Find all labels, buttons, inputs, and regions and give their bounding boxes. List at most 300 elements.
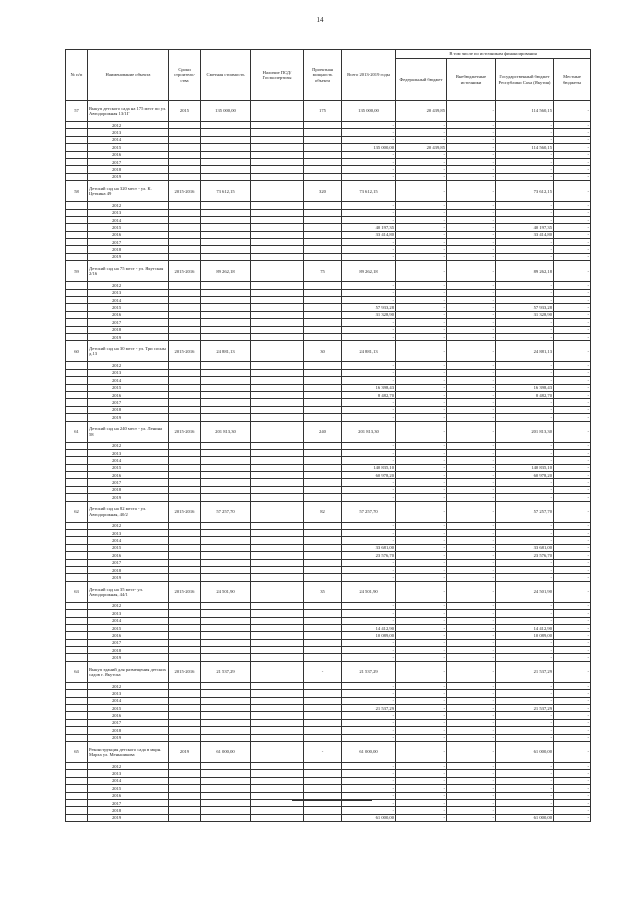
year-total: 23 576,70 — [342, 552, 396, 559]
year-republic: - — [496, 712, 554, 719]
year-empty-cell — [169, 151, 201, 158]
year-empty-cell — [304, 202, 342, 209]
year-total: - — [342, 654, 396, 661]
year-local: - — [554, 406, 591, 413]
year-empty-cell — [66, 297, 88, 304]
year-empty-cell — [201, 624, 251, 631]
year-republic: - — [496, 253, 554, 260]
col-header-total: Всего 2013-2019 годы — [342, 50, 396, 101]
year-local: - — [554, 253, 591, 260]
year-republic: - — [496, 777, 554, 784]
year-empty-cell — [251, 311, 304, 318]
year-empty-cell — [201, 457, 251, 464]
year-empty-cell — [251, 216, 304, 223]
year-label: 2014 — [88, 457, 169, 464]
year-empty-cell — [169, 406, 201, 413]
year-empty-cell — [169, 799, 201, 806]
object-extrabudget: - — [447, 581, 496, 602]
year-empty-cell — [66, 144, 88, 151]
year-total: - — [342, 377, 396, 384]
year-empty-cell — [201, 151, 251, 158]
year-local: - — [554, 297, 591, 304]
object-row — [66, 581, 591, 602]
year-row — [66, 537, 591, 544]
year-extrabudget: - — [447, 158, 496, 165]
object-extrabudget: - — [447, 421, 496, 442]
year-total: - — [342, 690, 396, 697]
col-header-republic: Государственный бюджет Республики Саха (Якутия) — [496, 59, 554, 101]
year-federal: - — [396, 224, 447, 231]
year-row — [66, 617, 591, 624]
year-extrabudget: - — [447, 494, 496, 501]
year-empty-cell — [251, 807, 304, 814]
year-empty-cell — [251, 319, 304, 326]
object-psd — [251, 421, 304, 442]
year-empty-cell — [251, 647, 304, 654]
year-row — [66, 391, 591, 398]
year-extrabudget: - — [447, 202, 496, 209]
year-empty-cell — [201, 727, 251, 734]
year-federal: - — [396, 799, 447, 806]
year-empty-cell — [201, 136, 251, 143]
year-total: - — [342, 807, 396, 814]
year-label: 2012 — [88, 763, 169, 770]
year-republic: 23 576,70 — [496, 552, 554, 559]
object-capacity: - — [304, 661, 342, 682]
year-empty-cell — [201, 807, 251, 814]
year-empty-cell — [169, 792, 201, 799]
year-empty-cell — [304, 326, 342, 333]
object-federal: - — [396, 742, 447, 763]
year-label: 2016 — [88, 311, 169, 318]
year-federal: - — [396, 494, 447, 501]
year-republic: - — [496, 158, 554, 165]
year-empty-cell — [304, 537, 342, 544]
year-empty-cell — [201, 122, 251, 129]
year-empty-cell — [66, 494, 88, 501]
year-total: - — [342, 639, 396, 646]
object-federal: - — [396, 341, 447, 362]
year-empty-cell — [251, 333, 304, 340]
object-total: 21 537,29 — [342, 661, 396, 682]
year-empty-cell — [66, 362, 88, 369]
year-empty-cell — [201, 799, 251, 806]
object-republic: 201 813,30 — [496, 421, 554, 442]
year-empty-cell — [66, 158, 88, 165]
year-empty-cell — [66, 814, 88, 821]
year-empty-cell — [66, 472, 88, 479]
year-empty-cell — [251, 544, 304, 551]
object-row — [66, 742, 591, 763]
year-empty-cell — [201, 216, 251, 223]
object-local: - — [554, 341, 591, 362]
object-federal: 20 439,85 — [396, 101, 447, 122]
year-federal: - — [396, 442, 447, 449]
year-empty-cell — [201, 231, 251, 238]
year-empty-cell — [66, 239, 88, 246]
year-empty-cell — [304, 566, 342, 573]
year-empty-cell — [251, 202, 304, 209]
year-label: 2015 — [88, 785, 169, 792]
year-total: 14 412,90 — [342, 624, 396, 631]
year-extrabudget: - — [447, 814, 496, 821]
year-empty-cell — [169, 399, 201, 406]
year-empty-cell — [201, 362, 251, 369]
year-empty-cell — [201, 282, 251, 289]
object-number: 57 — [66, 101, 88, 122]
year-local: - — [554, 727, 591, 734]
year-local: - — [554, 610, 591, 617]
year-local: - — [554, 333, 591, 340]
year-empty-cell — [304, 173, 342, 180]
year-local: - — [554, 552, 591, 559]
object-term: 2019 — [169, 742, 201, 763]
year-empty-cell — [201, 559, 251, 566]
year-empty-cell — [201, 654, 251, 661]
object-total: 201 813,30 — [342, 421, 396, 442]
year-empty-cell — [304, 282, 342, 289]
year-federal: - — [396, 246, 447, 253]
year-row — [66, 705, 591, 712]
year-empty-cell — [304, 785, 342, 792]
year-row — [66, 552, 591, 559]
year-empty-cell — [201, 289, 251, 296]
object-republic: 73 612,15 — [496, 181, 554, 202]
year-row — [66, 486, 591, 493]
object-name: Детский сад на 75 мест - ул. Якутская 2/16 — [88, 261, 169, 282]
year-empty-cell — [201, 406, 251, 413]
year-empty-cell — [304, 239, 342, 246]
year-empty-cell — [304, 414, 342, 421]
year-empty-cell — [251, 566, 304, 573]
year-row — [66, 239, 591, 246]
year-empty-cell — [251, 239, 304, 246]
year-empty-cell — [304, 369, 342, 376]
year-local: - — [554, 522, 591, 529]
year-total: 8 482,70 — [342, 391, 396, 398]
year-empty-cell — [251, 574, 304, 581]
year-total: - — [342, 522, 396, 529]
year-local: - — [554, 654, 591, 661]
year-total: - — [342, 727, 396, 734]
year-republic: - — [496, 406, 554, 413]
year-local: - — [554, 202, 591, 209]
year-label: 2016 — [88, 712, 169, 719]
year-republic: - — [496, 239, 554, 246]
year-empty-cell — [251, 209, 304, 216]
year-empty-cell — [251, 705, 304, 712]
year-empty-cell — [66, 777, 88, 784]
year-empty-cell — [304, 763, 342, 770]
year-empty-cell — [304, 654, 342, 661]
year-label: 2013 — [88, 530, 169, 537]
object-term: 2015-2016 — [169, 181, 201, 202]
year-empty-cell — [304, 690, 342, 697]
year-empty-cell — [201, 712, 251, 719]
year-total: 140 835,10 — [342, 464, 396, 471]
year-total: - — [342, 479, 396, 486]
year-label: 2015 — [88, 144, 169, 151]
year-empty-cell — [66, 464, 88, 471]
year-row — [66, 333, 591, 340]
year-empty-cell — [201, 522, 251, 529]
year-empty-cell — [169, 246, 201, 253]
year-row — [66, 719, 591, 726]
year-empty-cell — [201, 449, 251, 456]
object-local: - — [554, 261, 591, 282]
object-republic: 57 257,70 — [496, 501, 554, 522]
year-label: 2016 — [88, 632, 169, 639]
year-republic: - — [496, 807, 554, 814]
year-row — [66, 624, 591, 631]
object-local: - — [554, 581, 591, 602]
year-empty-cell — [169, 770, 201, 777]
year-empty-cell — [304, 224, 342, 231]
object-row — [66, 261, 591, 282]
year-republic: - — [496, 333, 554, 340]
year-total: - — [342, 574, 396, 581]
year-local: - — [554, 399, 591, 406]
year-republic: - — [496, 647, 554, 654]
year-row — [66, 231, 591, 238]
year-total: - — [342, 777, 396, 784]
object-cost: 89 262,18 — [201, 261, 251, 282]
year-empty-cell — [304, 362, 342, 369]
year-extrabudget: - — [447, 799, 496, 806]
year-empty-cell — [169, 566, 201, 573]
year-local: - — [554, 282, 591, 289]
year-empty-cell — [251, 712, 304, 719]
year-empty-cell — [251, 289, 304, 296]
year-empty-cell — [304, 734, 342, 741]
year-empty-cell — [201, 144, 251, 151]
year-empty-cell — [66, 770, 88, 777]
year-empty-cell — [251, 734, 304, 741]
year-empty-cell — [169, 552, 201, 559]
year-federal: - — [396, 333, 447, 340]
year-label: 2012 — [88, 682, 169, 689]
year-empty-cell — [251, 173, 304, 180]
year-empty-cell — [66, 486, 88, 493]
year-label: 2016 — [88, 552, 169, 559]
year-republic: 10 089,00 — [496, 632, 554, 639]
year-empty-cell — [251, 602, 304, 609]
year-empty-cell — [251, 304, 304, 311]
year-row — [66, 377, 591, 384]
object-republic: 61 000,00 — [496, 742, 554, 763]
year-local: - — [554, 158, 591, 165]
year-empty-cell — [169, 639, 201, 646]
object-number: 58 — [66, 181, 88, 202]
year-row — [66, 472, 591, 479]
year-extrabudget: - — [447, 785, 496, 792]
year-empty-cell — [304, 246, 342, 253]
year-extrabudget: - — [447, 122, 496, 129]
year-total: 60 978,20 — [342, 472, 396, 479]
year-republic: - — [496, 602, 554, 609]
year-empty-cell — [304, 122, 342, 129]
year-label: 2013 — [88, 610, 169, 617]
year-empty-cell — [201, 494, 251, 501]
year-federal: - — [396, 406, 447, 413]
year-empty-cell — [251, 537, 304, 544]
col-header-number: № п/п — [66, 50, 88, 101]
object-extrabudget: - — [447, 101, 496, 122]
year-federal: - — [396, 727, 447, 734]
year-empty-cell — [169, 522, 201, 529]
year-empty-cell — [169, 449, 201, 456]
year-empty-cell — [251, 384, 304, 391]
object-row — [66, 341, 591, 362]
object-capacity: 320 — [304, 181, 342, 202]
year-empty-cell — [251, 792, 304, 799]
year-row — [66, 682, 591, 689]
year-empty-cell — [66, 406, 88, 413]
year-label: 2012 — [88, 282, 169, 289]
object-row — [66, 181, 591, 202]
year-total: - — [342, 442, 396, 449]
year-empty-cell — [251, 297, 304, 304]
year-row — [66, 369, 591, 376]
year-local: - — [554, 369, 591, 376]
year-federal: - — [396, 792, 447, 799]
year-republic: 31 328,90 — [496, 311, 554, 318]
year-row — [66, 449, 591, 456]
year-local: - — [554, 712, 591, 719]
year-empty-cell — [201, 173, 251, 180]
year-empty-cell — [169, 304, 201, 311]
year-local: - — [554, 464, 591, 471]
year-extrabudget: - — [447, 654, 496, 661]
year-empty-cell — [304, 311, 342, 318]
year-empty-cell — [304, 530, 342, 537]
year-federal: - — [396, 552, 447, 559]
year-federal: - — [396, 734, 447, 741]
year-local: - — [554, 122, 591, 129]
year-federal: - — [396, 297, 447, 304]
year-federal: - — [396, 712, 447, 719]
year-empty-cell — [169, 712, 201, 719]
year-empty-cell — [304, 522, 342, 529]
year-extrabudget: - — [447, 763, 496, 770]
year-total: - — [342, 494, 396, 501]
year-empty-cell — [66, 792, 88, 799]
year-label: 2017 — [88, 319, 169, 326]
year-extrabudget: - — [447, 304, 496, 311]
year-total: - — [342, 785, 396, 792]
object-term: 2015-2016 — [169, 421, 201, 442]
year-empty-cell — [169, 158, 201, 165]
object-number: 59 — [66, 261, 88, 282]
year-empty-cell — [251, 158, 304, 165]
year-federal: - — [396, 624, 447, 631]
year-total: - — [342, 610, 396, 617]
year-local: - — [554, 239, 591, 246]
year-empty-cell — [251, 682, 304, 689]
object-row — [66, 421, 591, 442]
year-empty-cell — [251, 377, 304, 384]
year-extrabudget: - — [447, 333, 496, 340]
year-empty-cell — [66, 712, 88, 719]
year-extrabudget: - — [447, 770, 496, 777]
year-empty-cell — [66, 682, 88, 689]
year-local: - — [554, 632, 591, 639]
year-federal: - — [396, 639, 447, 646]
year-extrabudget: - — [447, 566, 496, 573]
year-empty-cell — [66, 617, 88, 624]
year-federal: - — [396, 231, 447, 238]
object-local: - — [554, 742, 591, 763]
year-empty-cell — [66, 807, 88, 814]
year-label: 2016 — [88, 472, 169, 479]
year-local: - — [554, 785, 591, 792]
year-republic: - — [496, 246, 554, 253]
year-total: - — [342, 166, 396, 173]
object-psd — [251, 181, 304, 202]
year-empty-cell — [201, 770, 251, 777]
year-local: - — [554, 763, 591, 770]
year-empty-cell — [201, 792, 251, 799]
year-republic: - — [496, 202, 554, 209]
col-header-sources-group: В том числе по источникам финансирования — [396, 50, 591, 59]
year-empty-cell — [169, 136, 201, 143]
year-row — [66, 807, 591, 814]
year-extrabudget: - — [447, 289, 496, 296]
year-row — [66, 151, 591, 158]
year-empty-cell — [201, 202, 251, 209]
year-label: 2012 — [88, 122, 169, 129]
year-republic: - — [496, 522, 554, 529]
object-term: 2015-2016 — [169, 341, 201, 362]
object-name: Реконструкция детского сада в мкрн. Марха ул. Меньшикова — [88, 742, 169, 763]
year-empty-cell — [251, 246, 304, 253]
object-total: 57 257,70 — [342, 501, 396, 522]
year-empty-cell — [251, 391, 304, 398]
year-empty-cell — [66, 574, 88, 581]
year-extrabudget: - — [447, 326, 496, 333]
year-empty-cell — [201, 530, 251, 537]
year-empty-cell — [201, 537, 251, 544]
year-total: - — [342, 457, 396, 464]
year-empty-cell — [66, 559, 88, 566]
object-federal: - — [396, 261, 447, 282]
year-empty-cell — [304, 727, 342, 734]
year-local: - — [554, 486, 591, 493]
year-extrabudget: - — [447, 246, 496, 253]
year-federal: - — [396, 399, 447, 406]
object-capacity: 75 — [304, 261, 342, 282]
year-empty-cell — [201, 639, 251, 646]
year-total: - — [342, 414, 396, 421]
year-label: 2019 — [88, 734, 169, 741]
object-total: 73 612,15 — [342, 181, 396, 202]
year-total: - — [342, 333, 396, 340]
year-empty-cell — [304, 610, 342, 617]
year-local: - — [554, 792, 591, 799]
year-label: 2017 — [88, 559, 169, 566]
year-empty-cell — [251, 654, 304, 661]
object-psd — [251, 742, 304, 763]
year-empty-cell — [251, 494, 304, 501]
year-empty-cell — [251, 770, 304, 777]
year-total: 61 000,00 — [342, 814, 396, 821]
year-empty-cell — [169, 319, 201, 326]
year-federal: - — [396, 151, 447, 158]
year-extrabudget: - — [447, 727, 496, 734]
year-label: 2014 — [88, 216, 169, 223]
year-republic: - — [496, 399, 554, 406]
year-empty-cell — [201, 486, 251, 493]
